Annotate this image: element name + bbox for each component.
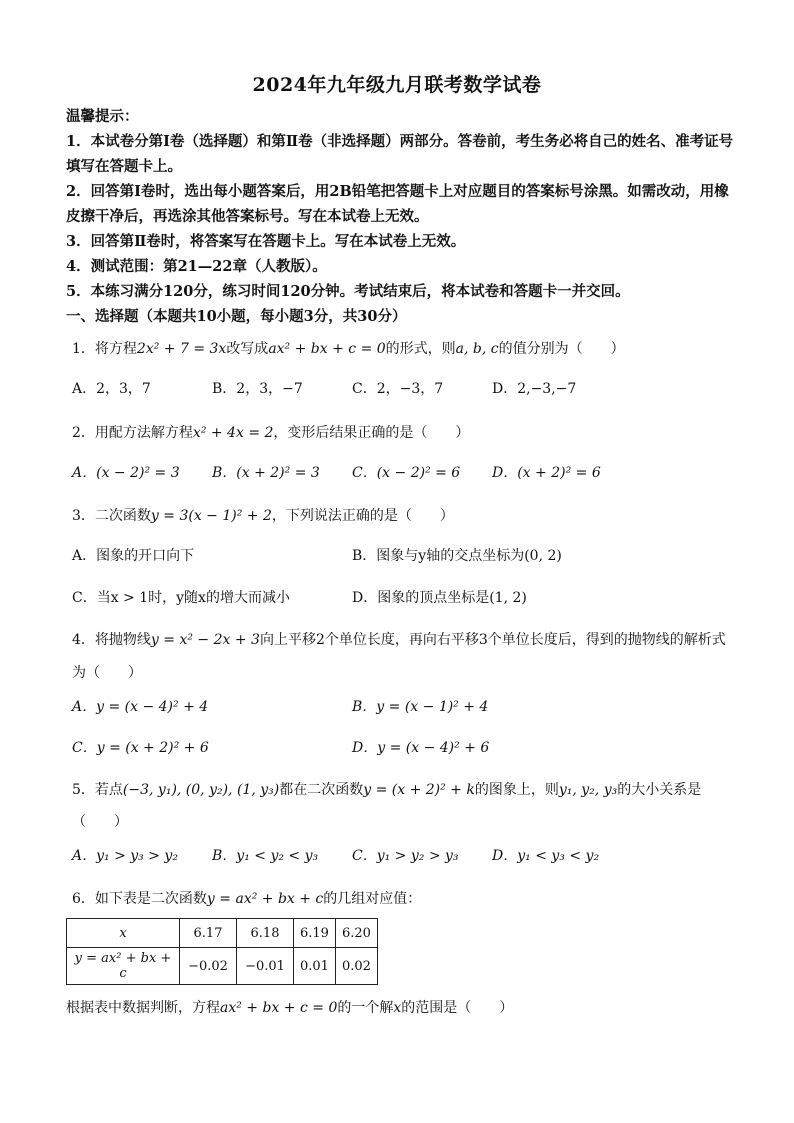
table-cell: 6.17 — [180, 919, 237, 948]
q3-suffix: ，下列说法正确的是（ ） — [271, 508, 454, 524]
q3-equation: y = 3(x − 1)² + 2 — [150, 508, 272, 524]
q5-option-d: D．y₁ < y₃ < y₂ — [492, 848, 600, 864]
q4-option-a: A．y = (x − 4)² + 4 — [72, 699, 209, 715]
q1-option-b: B．2，3，−7 — [212, 381, 303, 397]
q2-option-d: D．(x + 2)² = 6 — [492, 465, 601, 481]
table-cell: 6.20 — [335, 919, 377, 948]
q1-equation-2: ax² + bx + c = 0 — [268, 341, 386, 357]
q5-prefix: 5．若点 — [72, 782, 123, 798]
q3-option-c: C．当x > 1时，y随x的增大而减小 — [72, 590, 290, 606]
q4-option-b: B．y = (x − 1)² + 4 — [352, 699, 489, 715]
q1-equation-1: 2x² + 7 = 3x — [136, 341, 227, 357]
q6-prefix: 6．如下表是二次函数 — [72, 891, 207, 907]
q6-after-suffix: 的范围是（ ） — [401, 1000, 514, 1016]
q5-points: (−3, y₁), (0, y₂), (1, y₃) — [122, 782, 280, 798]
table-cell: 0.02 — [335, 948, 377, 985]
page-title: 2024年九年级九月联考数学试卷 — [252, 74, 542, 96]
table-row — [67, 948, 378, 985]
q5-option-a: A．y₁ > y₃ > y₂ — [72, 848, 178, 864]
q6-after-var: x — [393, 1000, 402, 1016]
table-cell: 0.01 — [294, 948, 336, 985]
q4-prefix: 4．将抛物线 — [72, 632, 151, 648]
q2-equation: x² + 4x = 2 — [192, 425, 274, 441]
q1-option-d: D．2,−3,−7 — [492, 381, 577, 397]
q2-prefix: 2．用配方法解方程 — [72, 425, 193, 441]
table-cell: 6.19 — [294, 919, 336, 948]
q6-value-table — [66, 918, 378, 985]
q1-prefix: 1．将方程 — [72, 341, 137, 357]
q2-option-b: B．(x + 2)² = 3 — [212, 465, 320, 481]
q6-after-mid: 的一个解 — [337, 1000, 394, 1016]
question-5 — [72, 779, 732, 801]
q1-option-c: C．2，−3，7 — [352, 381, 444, 397]
q5-vars: y₁, y₂, y₃ — [558, 782, 618, 798]
question-3 — [72, 505, 732, 527]
q6-after-equation: ax² + bx + c = 0 — [220, 1000, 338, 1016]
q6-suffix: 的几组对应值： — [323, 891, 422, 907]
q4-suffix: 向上平移2个单位长度，再向右平移3个单位长度后，得到的抛物线的解析式 — [259, 632, 726, 648]
table-cell: 6.18 — [237, 919, 294, 948]
question-2 — [72, 422, 732, 444]
note-3: 3．回答第Ⅱ卷时，将答案写在答题卡上。写在本试卷上无效。 — [66, 233, 466, 250]
note-4: 4．测试范围：第21—22章（人教版）。 — [66, 258, 327, 275]
note-2: 2．回答第Ⅰ卷时，选出每小题答案后，用2B铅笔把答题卡上对应题目的答案标号涂黑。如需改动，用橡皮擦干净后，再选涂其他答案标号。写在本试卷上无效。 — [66, 183, 729, 225]
q1-suffix: 的形式，则 — [385, 341, 456, 357]
notes-heading: 温馨提示： — [66, 108, 139, 125]
q4-option-d: D．y = (x − 4)² + 6 — [352, 740, 490, 756]
q3-prefix: 3．二次函数 — [72, 508, 151, 524]
q2-option-a: A．(x − 2)² = 3 — [72, 465, 180, 481]
q1-option-a: A．2，3，7 — [72, 381, 151, 397]
table-cell: −0.01 — [237, 948, 294, 985]
section-1-heading: 一、选择题（本题共10小题，每小题3分，共30分） — [66, 308, 407, 325]
q5-equation: y = (x + 2)² + k — [363, 782, 475, 798]
table-cell: y = ax² + bx + c — [67, 948, 180, 985]
q5-end: 的大小关系是 — [617, 782, 702, 798]
q5-suffix: 的图象上，则 — [474, 782, 559, 798]
table-row — [67, 919, 378, 948]
q6-follow-up — [66, 997, 726, 1019]
q4-equation: y = x² − 2x + 3 — [150, 632, 260, 648]
q3-option-d: D．图象的顶点坐标是(1, 2) — [352, 590, 527, 606]
table-cell: x — [67, 919, 180, 948]
question-1 — [72, 338, 732, 360]
question-6 — [72, 888, 732, 910]
q2-suffix: ，变形后结果正确的是（ ） — [273, 425, 470, 441]
q3-option-b: B．图象与y轴的交点坐标为(0, 2) — [352, 548, 562, 564]
q6-after-prefix: 根据表中数据判断，方程 — [66, 1000, 220, 1016]
q5-line-2: （ ） — [72, 814, 128, 830]
note-5: 5．本练习满分120分，练习时间120分钟。考试结束后，将本试卷和答题卡一并交回。 — [66, 283, 630, 300]
q4-line-2: 为（ ） — [72, 665, 142, 681]
q1-end: 的值分别为（ ） — [498, 341, 625, 357]
q4-option-c: C．y = (x + 2)² + 6 — [72, 740, 209, 756]
q6-equation: y = ax² + bx + c — [206, 891, 324, 907]
q2-option-c: C．(x − 2)² = 6 — [352, 465, 461, 481]
table-cell: −0.02 — [180, 948, 237, 985]
q5-option-c: C．y₁ > y₂ > y₃ — [352, 848, 459, 864]
question-4 — [72, 629, 732, 651]
q3-option-a: A．图象的开口向下 — [72, 548, 195, 564]
q1-vars: a, b, c — [455, 341, 499, 357]
note-1: 1．本试卷分第Ⅰ卷（选择题）和第Ⅱ卷（非选择题）两部分。答卷前，考生务必将自己的姓名、准考证号填写在答题卡上。 — [66, 133, 734, 175]
q5-mid: 都在二次函数 — [279, 782, 364, 798]
q5-option-b: B．y₁ < y₂ < y₃ — [212, 848, 319, 864]
q1-mid: 改写成 — [226, 341, 269, 357]
